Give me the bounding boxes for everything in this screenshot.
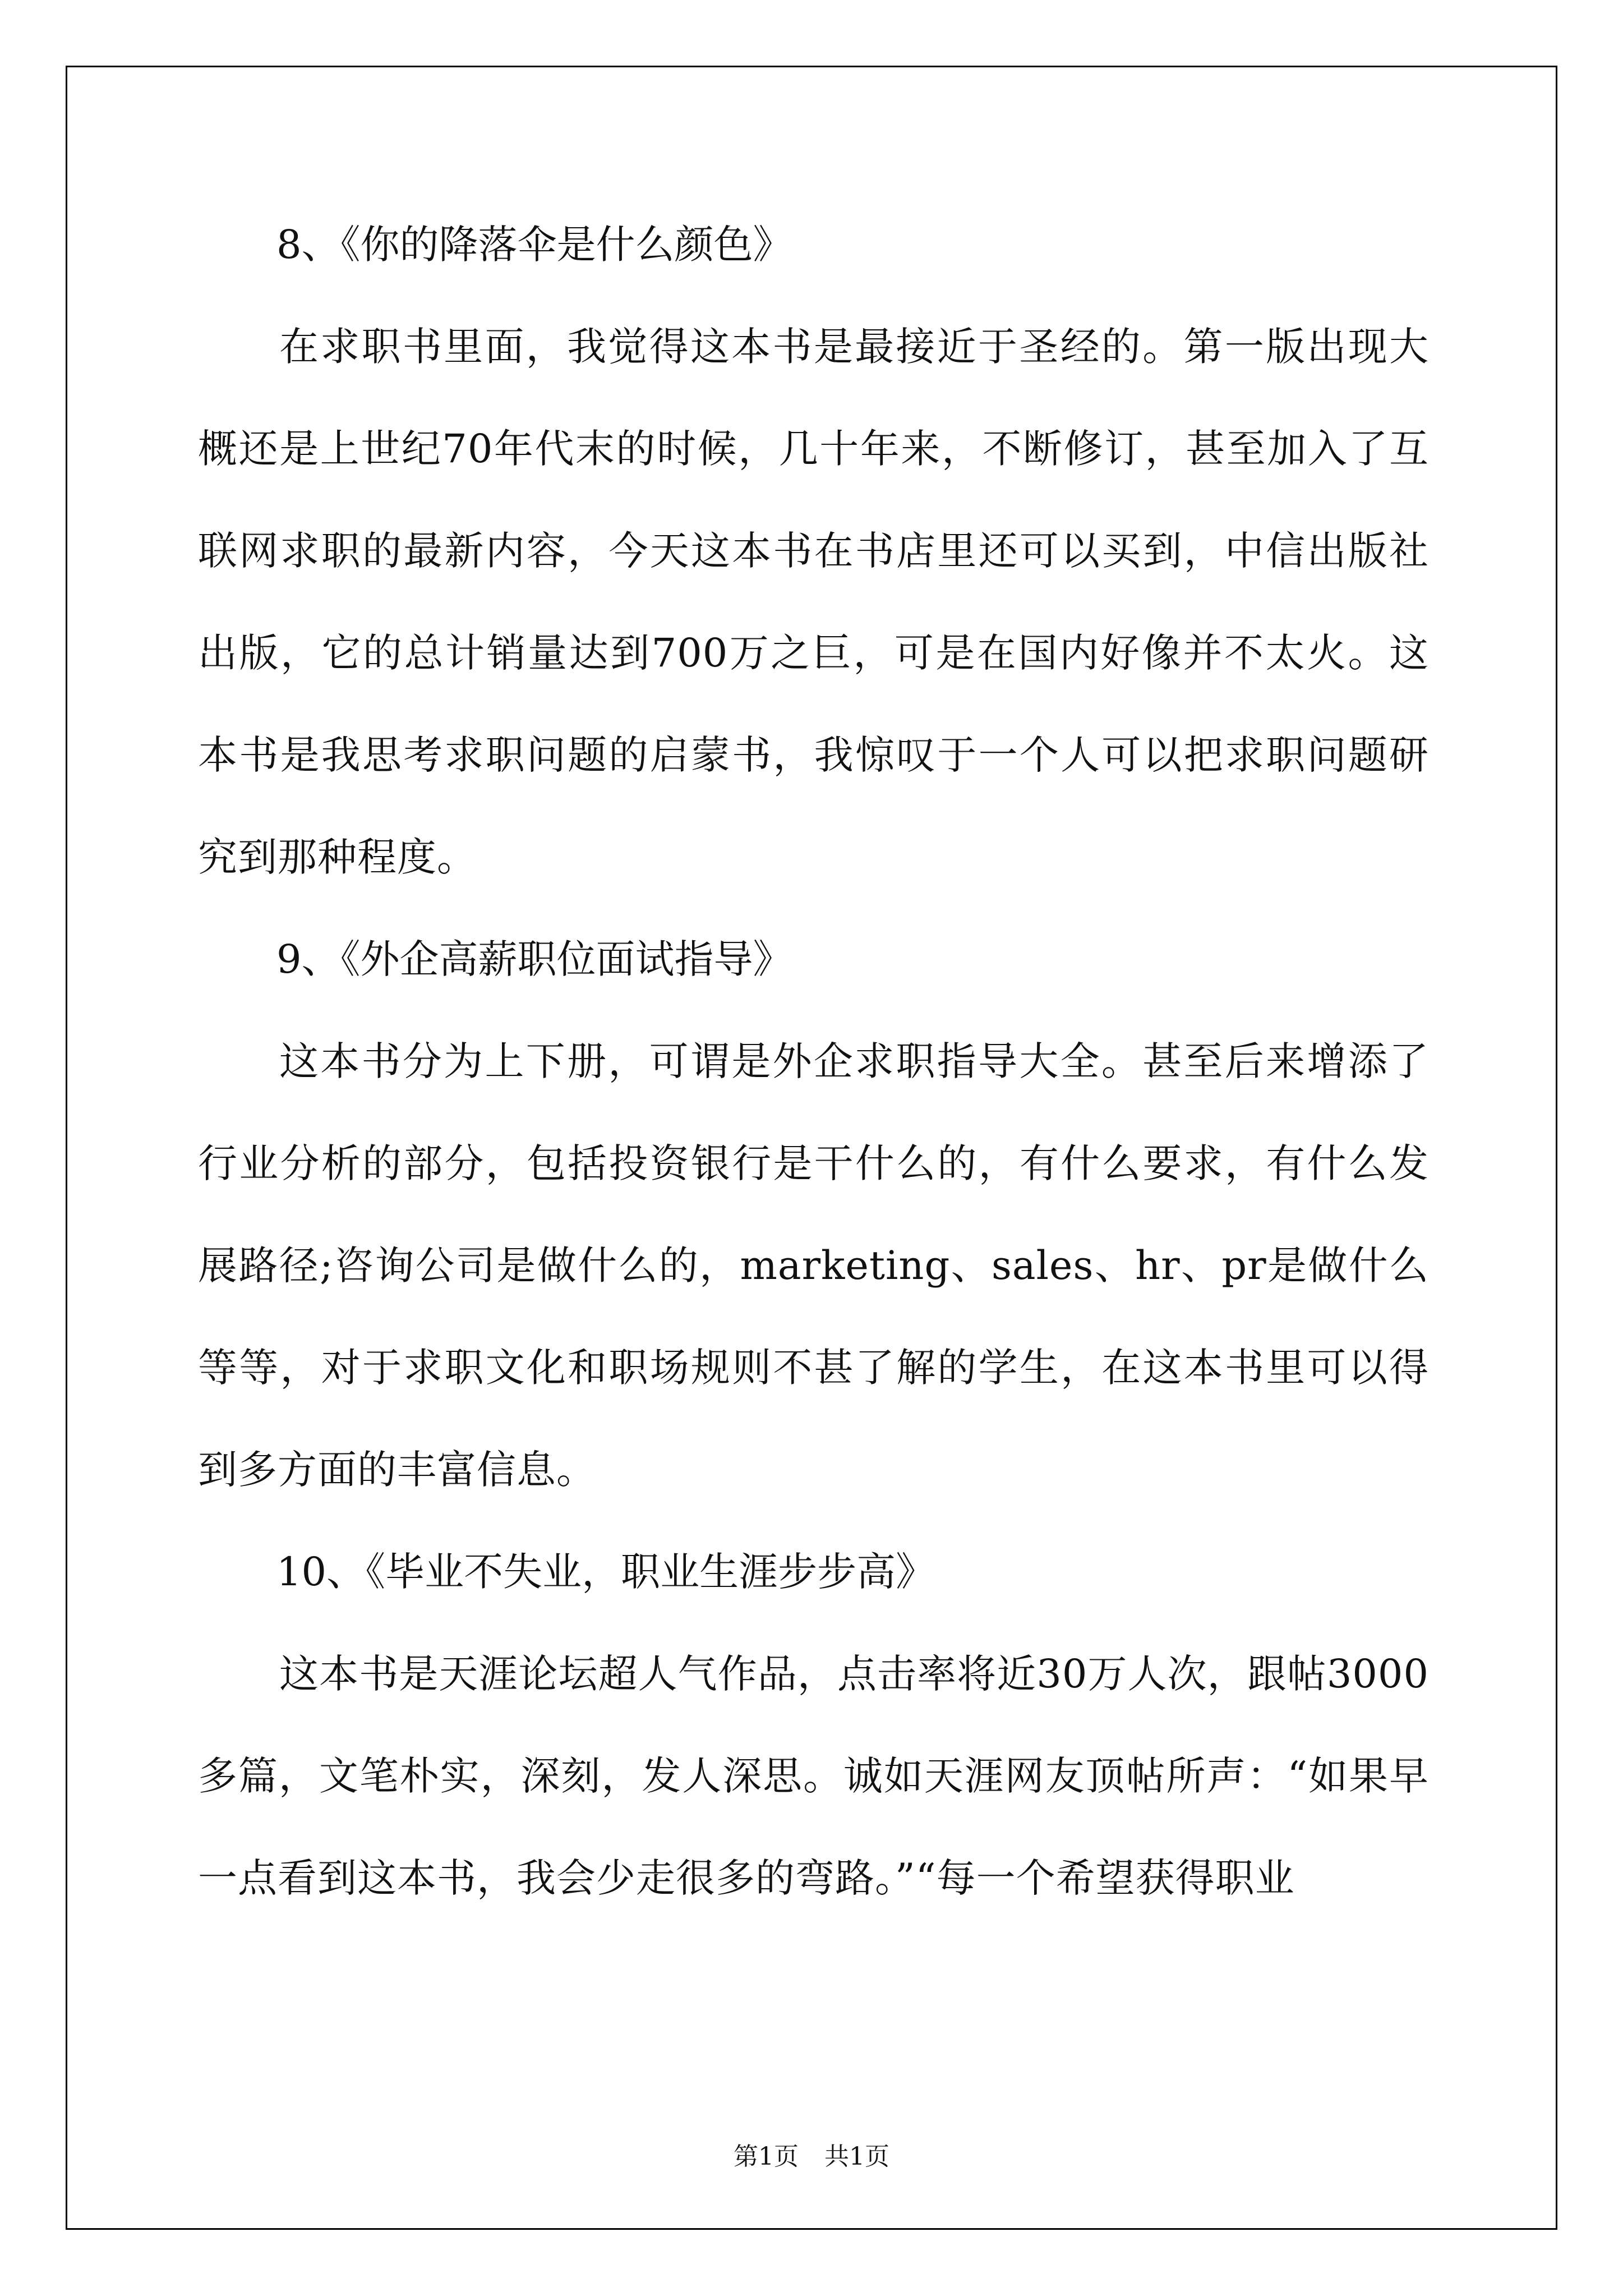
page-total: 共1页 [824, 2142, 889, 2171]
document-body [198, 194, 1429, 1929]
section-body-8: 在求职书里面，我觉得这本书是最接近于圣经的。第一版出现大概还是上世纪70年代末的时候，几十年来，不断修订，甚至加入了互联网求职的最新内容，今天这本书在书店里还可以买到，中信出版社出版，它的总计销量达到700万之巨，可是在国内好像并不太火。这本书是我思考求职问题的启蒙书，我惊叹于一个人可以把求职问题研究到那种程度。 [198, 324, 1429, 880]
section-heading-10: 10、《毕业不失业，职业生涯步步高》 [276, 1549, 935, 1595]
page-number: 第1页 [734, 2142, 799, 2171]
section-body-9: 这本书分为上下册，可谓是外企求职指导大全。甚至后来增添了行业分析的部分，包括投资银行是干什么的，有什么要求，有什么发展路径;咨询公司是做什么的，marketing、sales、hr、pr是做什么等等，对于求职文化和职场规则不甚了解的学生，在这本书里可以得到多方面的丰富信息。 [198, 1038, 1429, 1493]
section-heading-9: 9、《外企高薪职位面试指导》 [276, 936, 792, 982]
page-footer [0, 2136, 1623, 2172]
section-body-10: 这本书是天涯论坛超人气作品，点击率将近30万人次，跟帖3000多篇，文笔朴实，深刻，发人深思。诚如天涯网友顶帖所声：“如果早一点看到这本书，我会少走很多的弯路。”“每一个希望获得职业 [198, 1651, 1429, 1901]
section-heading-8: 8、《你的降落伞是什么颜色》 [276, 222, 792, 268]
